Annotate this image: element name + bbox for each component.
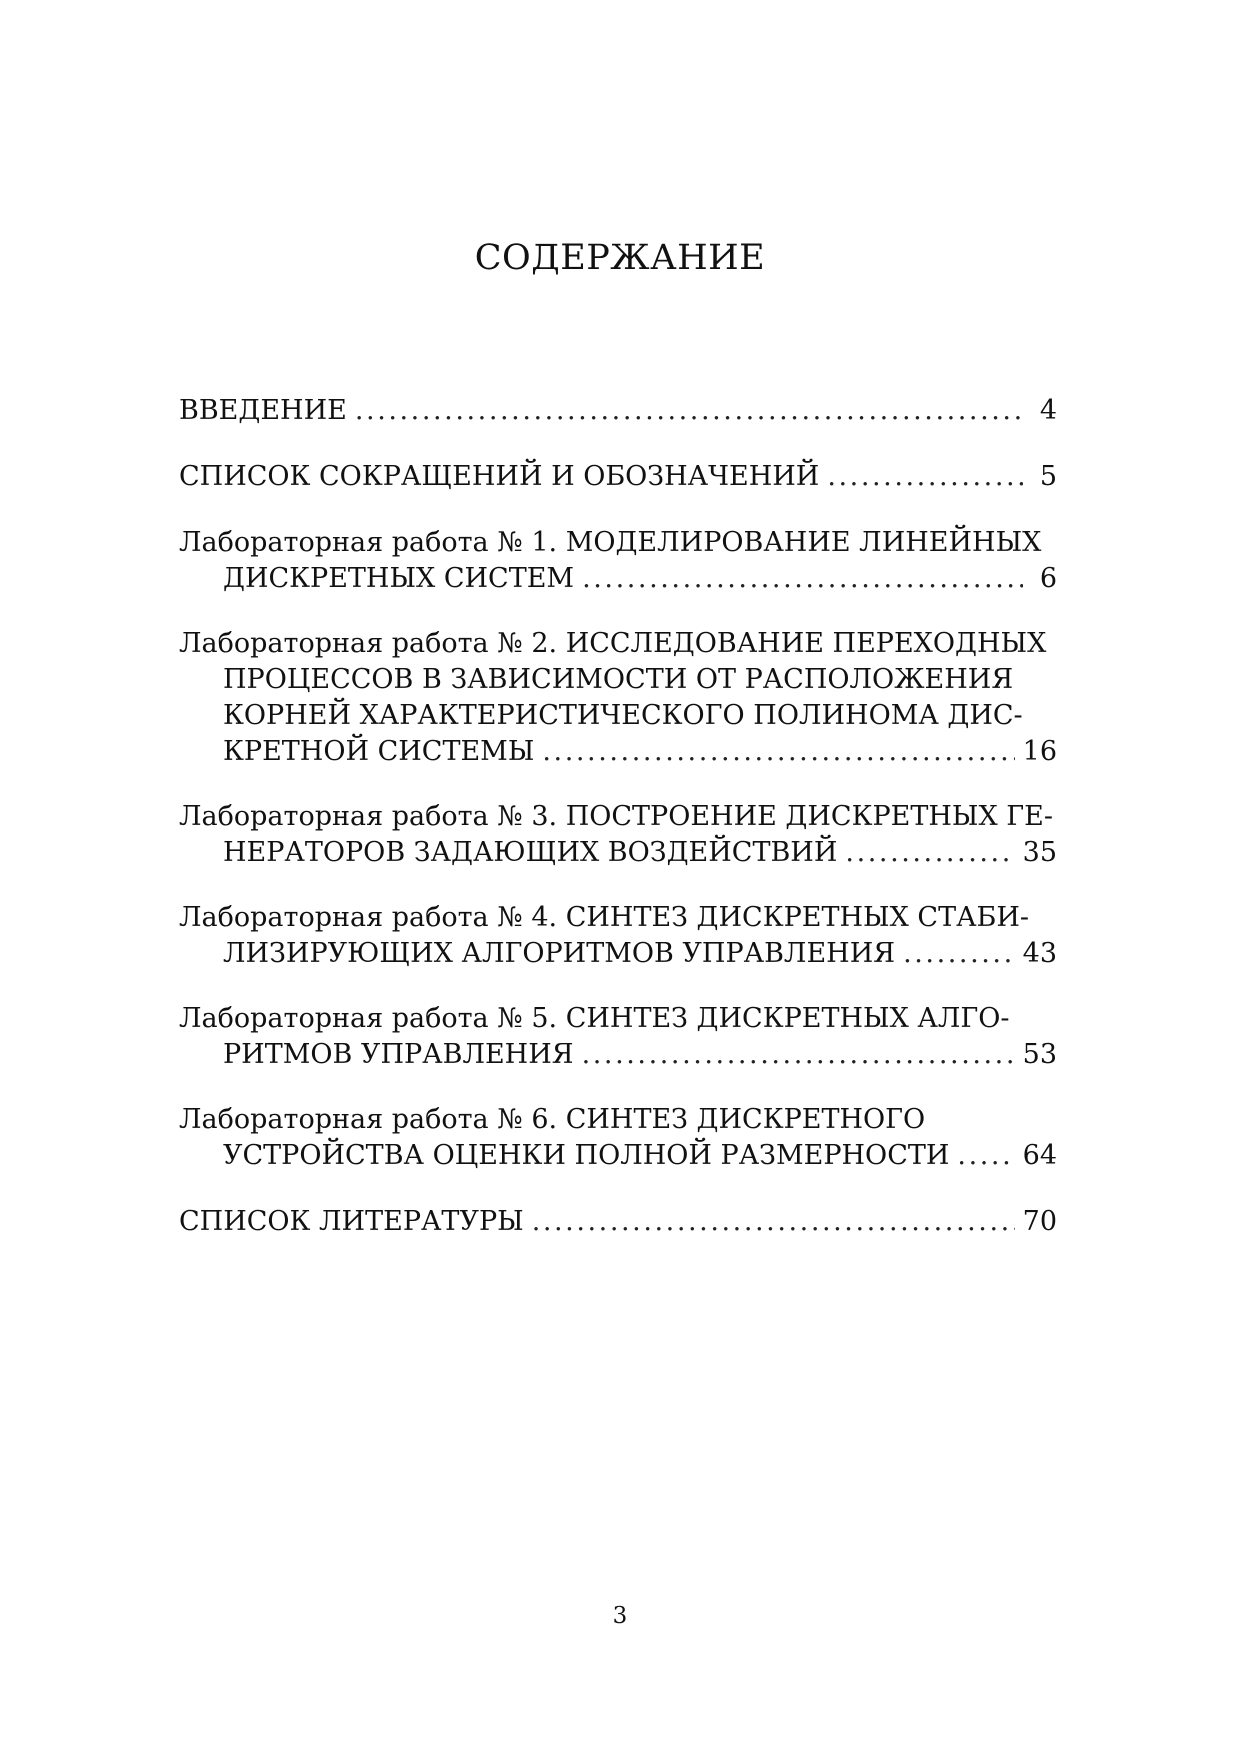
toc-entry-introduction[interactable] — [179, 393, 1057, 429]
toc-page-number: 53 — [1022, 1039, 1057, 1070]
toc-entry-title-line: Лабораторная работа № 5. СИНТЕЗ ДИСКРЕТНЫХ АЛГО- — [179, 1003, 1010, 1034]
toc-entry-title-line: УСТРОЙСТВА ОЦЕНКИ ПОЛНОЙ РАЗМЕРНОСТИ — [223, 1140, 950, 1171]
toc-page-number: 64 — [1022, 1140, 1057, 1171]
toc-entry-abbreviations[interactable] — [179, 459, 1057, 495]
toc-entry-lab-3[interactable] — [179, 799, 1057, 871]
page-number: 3 — [612, 1603, 628, 1629]
toc-entry-references[interactable] — [179, 1204, 1057, 1240]
leader-dots — [582, 561, 1023, 597]
leader-dots — [542, 734, 1014, 770]
leader-dots — [532, 1204, 1015, 1240]
toc-entry-title-line: Лабораторная работа № 2. ИССЛЕДОВАНИЕ ПЕРЕХОДНЫХ — [179, 628, 1047, 659]
toc-entry-title-line: ПРОЦЕССОВ В ЗАВИСИМОСТИ ОТ РАСПОЛОЖЕНИЯ — [223, 664, 1014, 695]
leader-dots — [582, 1037, 1015, 1073]
toc-entry-title-line: НЕРАТОРОВ ЗАДАЮЩИХ ВОЗДЕЙСТВИЙ — [223, 837, 838, 868]
toc-entry-title: ВВЕДЕНИЕ — [179, 395, 347, 426]
toc-page-number: 5 — [1039, 461, 1057, 492]
leader-dots — [827, 459, 1023, 495]
toc-page-number: 4 — [1039, 395, 1057, 426]
toc-entry-lab-2[interactable] — [179, 626, 1057, 770]
toc-entry-title: СПИСОК ЛИТЕРАТУРЫ — [179, 1206, 524, 1237]
toc-entry-title-line: Лабораторная работа № 6. СИНТЕЗ ДИСКРЕТНОГО — [179, 1104, 926, 1135]
toc-entry-lab-5[interactable] — [179, 1001, 1057, 1073]
toc-entry-lab-1[interactable] — [179, 525, 1057, 597]
leader-dots — [903, 936, 1015, 972]
toc-page-number: 43 — [1022, 938, 1057, 969]
toc-page-number: 70 — [1022, 1206, 1057, 1237]
toc-page-number: 6 — [1039, 563, 1057, 594]
toc-entry-title-line: РИТМОВ УПРАВЛЕНИЯ — [223, 1039, 574, 1070]
table-of-contents — [179, 393, 1057, 1240]
toc-entry-title-line: Лабораторная работа № 4. СИНТЕЗ ДИСКРЕТНЫХ СТАБИ- — [179, 902, 1030, 933]
leader-dots — [845, 835, 1014, 871]
toc-entry-lab-4[interactable] — [179, 900, 1057, 972]
toc-entry-title-line: Лабораторная работа № 1. МОДЕЛИРОВАНИЕ ЛИНЕЙНЫХ — [179, 527, 1042, 558]
toc-entry-title-line: ЛИЗИРУЮЩИХ АЛГОРИТМОВ УПРАВЛЕНИЯ — [223, 938, 896, 969]
leader-dots — [957, 1138, 1014, 1174]
toc-entry-title: СПИСОК СОКРАЩЕНИЙ И ОБОЗНАЧЕНИЙ — [179, 461, 820, 492]
page-title: СОДЕРЖАНИЕ — [474, 238, 766, 278]
toc-page-number: 35 — [1022, 837, 1057, 868]
toc-entry-title-line: КОРНЕЙ ХАРАКТЕРИСТИЧЕСКОГО ПОЛИНОМА ДИС- — [223, 700, 1023, 731]
toc-page-number: 16 — [1022, 736, 1057, 767]
toc-entry-title-line: ДИСКРЕТНЫХ СИСТЕМ — [223, 563, 575, 594]
toc-entry-title-line: Лабораторная работа № 3. ПОСТРОЕНИЕ ДИСКРЕТНЫХ ГЕ- — [179, 801, 1053, 832]
toc-entry-title-line: КРЕТНОЙ СИСТЕМЫ — [223, 736, 535, 767]
leader-dots — [355, 393, 1023, 429]
toc-entry-lab-6[interactable] — [179, 1102, 1057, 1174]
